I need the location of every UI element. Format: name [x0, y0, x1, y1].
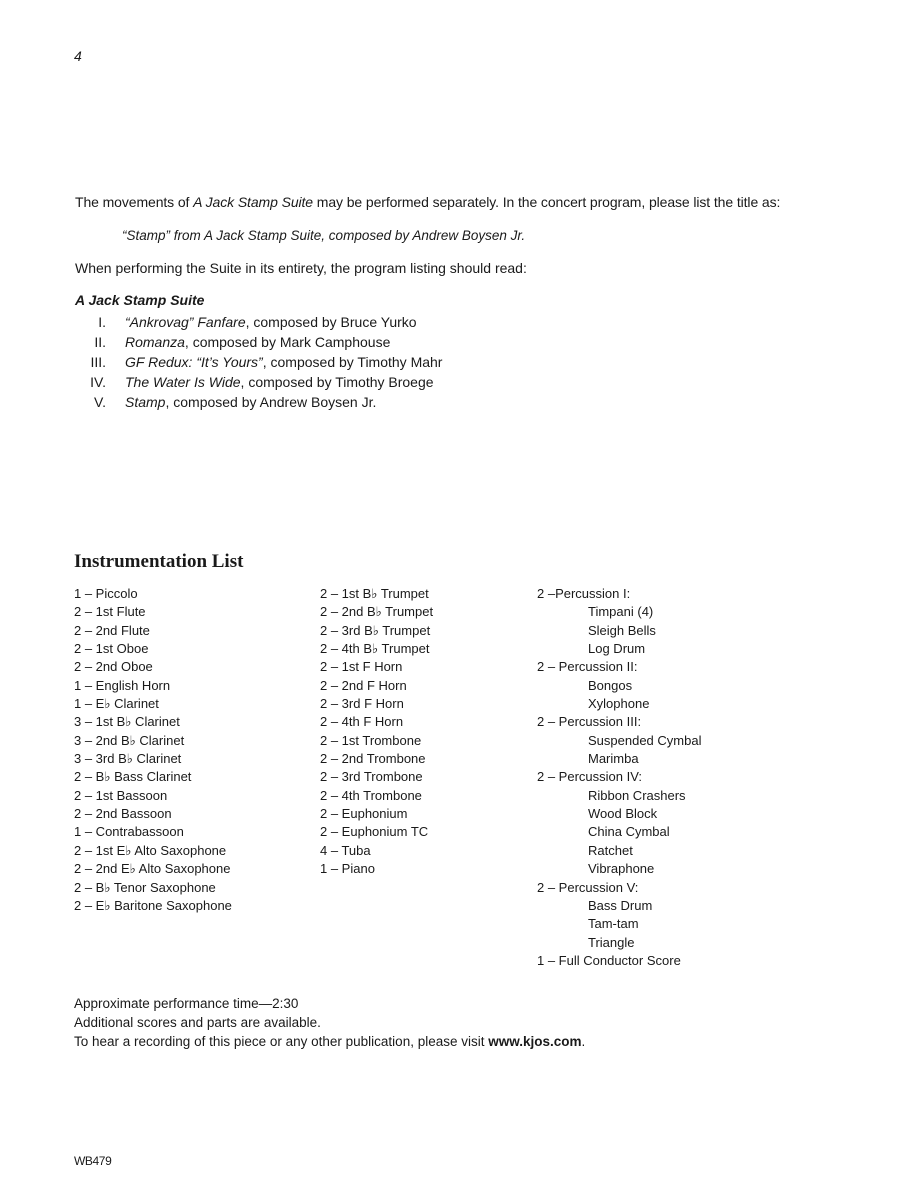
instrument-item: 1 – Contrabassoon	[74, 824, 184, 840]
instrument-item: 3 – 2nd B♭ Clarinet	[74, 732, 185, 748]
percussion-part: 1 – Full Conductor Score	[537, 952, 681, 968]
movement-title: Romanza	[125, 334, 185, 350]
instrument-item: 1 – Piccolo	[74, 586, 138, 601]
movement-item	[75, 372, 442, 392]
instrument-item: 2 – B♭ Bass Clarinet	[74, 769, 192, 785]
percussion-instrument: Vibraphone	[588, 861, 655, 877]
movement-title: “Ankrovag” Fanfare	[125, 314, 246, 330]
percussion-instrument: Tam-tam	[588, 916, 639, 932]
instrument-item: 2 – 2nd F Horn	[320, 677, 407, 693]
instrument-item: 2 – 3rd Trombone	[320, 769, 423, 785]
instrument-item: 2 – 2nd Bassoon	[74, 806, 172, 822]
movement-numeral: II.	[94, 334, 106, 350]
instrument-item: 2 – 1st Bassoon	[74, 787, 168, 803]
movement-numeral: III.	[90, 354, 106, 370]
percussion-instrument: Bongos	[588, 677, 633, 693]
catalog-number: WB479	[74, 1154, 112, 1168]
instrument-item: 2 – 2nd E♭ Alto Saxophone	[74, 861, 231, 877]
percussion-part: 2 – Percussion V:	[537, 879, 639, 895]
entirety-instruction: When performing the Suite in its entirety, the program listing should read:	[75, 260, 527, 276]
percussion-instrument: Ribbon Crashers	[588, 787, 686, 803]
instrument-item: 3 – 3rd B♭ Clarinet	[74, 751, 182, 767]
movement-item	[75, 352, 442, 372]
recording-note	[74, 1032, 585, 1051]
intro-suite-title: A Jack Stamp Suite	[193, 194, 313, 210]
movement-numeral: IV.	[90, 374, 106, 390]
intro-paragraph	[75, 194, 780, 210]
movement-composer: , composed by Bruce Yurko	[245, 314, 417, 330]
movement-item	[75, 332, 442, 352]
instrumentation-heading: Instrumentation List	[74, 551, 244, 572]
example-program-listing: “Stamp” from A Jack Stamp Suite, composed by Andrew Boysen Jr.	[122, 228, 526, 243]
instrument-item: 2 – Euphonium	[320, 806, 408, 822]
recording-suffix: .	[581, 1034, 586, 1049]
instrument-item: 2 – 1st Trombone	[320, 732, 422, 748]
instrument-item: 2 – 4th Trombone	[320, 787, 422, 803]
instrument-item: 2 – 1st Oboe	[74, 641, 149, 657]
movement-item	[75, 312, 442, 332]
instrument-item: 2 – E♭ Baritone Saxophone	[74, 897, 232, 913]
footer-notes	[74, 994, 585, 1051]
percussion-instrument: Suspended Cymbal	[588, 732, 702, 748]
instrument-item: 2 – 3rd B♭ Trumpet	[320, 622, 431, 638]
percussion-instrument: Wood Block	[588, 806, 658, 822]
suite-title: A Jack Stamp Suite	[75, 292, 205, 308]
percussion-part: 2 – Percussion IV:	[537, 769, 643, 785]
movement-item	[75, 392, 442, 412]
movement-composer: , composed by Mark Camphouse	[184, 334, 391, 350]
instrument-item: 2 – 2nd Trombone	[320, 751, 426, 767]
instrument-item: 2 – 3rd F Horn	[320, 696, 404, 712]
movement-numeral: I.	[98, 314, 106, 330]
percussion-part: 2 –Percussion I:	[537, 586, 631, 601]
percussion-instrument: Sleigh Bells	[588, 622, 656, 638]
percussion-instrument: Timpani (4)	[588, 604, 654, 620]
instrument-item: 2 – Euphonium TC	[320, 824, 429, 840]
movement-title: The Water Is Wide	[125, 374, 241, 390]
instrument-item: 3 – 1st B♭ Clarinet	[74, 714, 180, 730]
movement-title: Stamp	[125, 394, 166, 410]
instrument-item: 2 – 4th B♭ Trumpet	[320, 641, 430, 657]
instrument-item: 2 – 1st B♭ Trumpet	[320, 586, 429, 601]
instrument-column-percussion	[537, 585, 701, 970]
instrument-column-brass	[320, 585, 433, 879]
intro-prefix: The movements of	[75, 194, 194, 210]
percussion-part: 2 – Percussion II:	[537, 659, 638, 675]
instrument-item: 2 – 1st E♭ Alto Saxophone	[74, 842, 227, 858]
percussion-instrument: Ratchet	[588, 842, 633, 858]
percussion-instrument: China Cymbal	[588, 824, 670, 840]
movement-list	[75, 312, 442, 412]
movement-numeral: V.	[94, 394, 106, 410]
movement-composer: , composed by Timothy Mahr	[262, 354, 443, 370]
percussion-instrument: Triangle	[588, 934, 635, 950]
percussion-instrument: Marimba	[588, 751, 639, 767]
additional-parts-note: Additional scores and parts are available.	[74, 1015, 321, 1030]
percussion-instrument: Log Drum	[588, 641, 646, 657]
recording-prefix: To hear a recording of this piece or any other publication, please visit	[74, 1034, 489, 1049]
instrument-item: 2 – 2nd Flute	[74, 622, 150, 638]
instrument-item: 1 – English Horn	[74, 677, 171, 693]
movement-title: GF Redux: “It’s Yours”	[125, 354, 263, 370]
page-number: 4	[74, 48, 82, 64]
instrument-item: 2 – 4th F Horn	[320, 714, 404, 730]
website-link[interactable]: www.kjos.com	[488, 1034, 582, 1049]
instrument-item: 2 – 2nd Oboe	[74, 659, 153, 675]
instrument-item: 4 – Tuba	[320, 842, 371, 858]
instrument-item: 1 – E♭ Clarinet	[74, 696, 159, 712]
movement-composer: , composed by Andrew Boysen Jr.	[165, 394, 377, 410]
instrument-item: 2 – B♭ Tenor Saxophone	[74, 879, 216, 895]
instrument-column-woodwinds	[74, 585, 232, 915]
percussion-instrument: Bass Drum	[588, 897, 653, 913]
instrument-item: 2 – 1st Flute	[74, 604, 146, 620]
instrument-item: 2 – 1st F Horn	[320, 659, 403, 675]
instrument-item: 1 – Piano	[320, 861, 375, 877]
instrument-item: 2 – 2nd B♭ Trumpet	[320, 604, 434, 620]
performance-time: Approximate performance time—2:30	[74, 996, 299, 1011]
percussion-part: 2 – Percussion III:	[537, 714, 642, 730]
intro-suffix: may be performed separately. In the concert program, please list the title as:	[313, 194, 781, 210]
movement-composer: , composed by Timothy Broege	[240, 374, 434, 390]
percussion-instrument: Xylophone	[588, 696, 650, 712]
